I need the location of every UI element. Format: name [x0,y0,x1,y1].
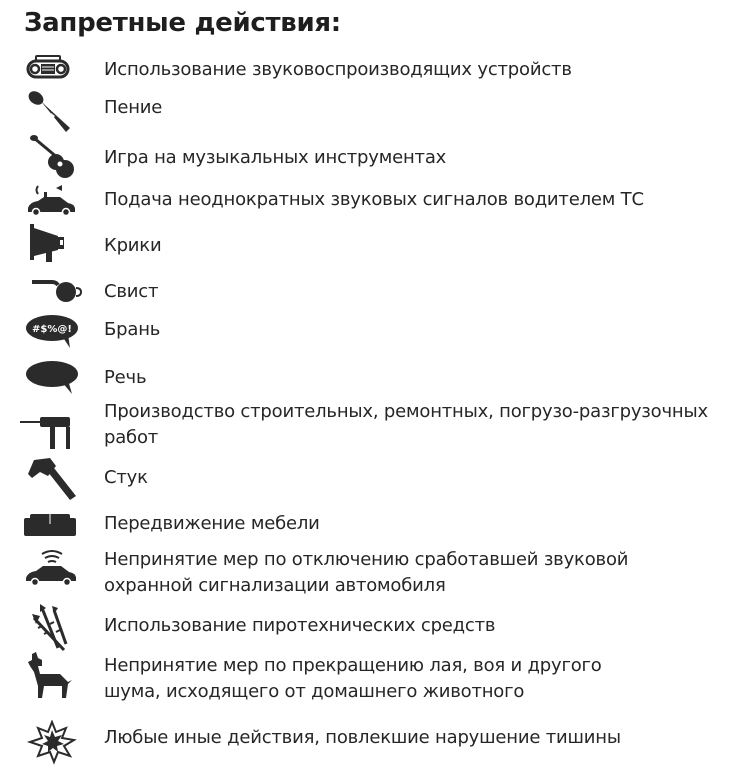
item-label: Стук [104,467,148,488]
guitar-icon [20,132,84,180]
hammer-icon [20,456,84,504]
drill-icon [20,412,84,460]
bubble-text: #$%@! [32,324,72,335]
item-label: Свист [104,281,159,302]
item-label: Подача неоднократных звуковых сигналов водителем ТС [104,189,644,210]
item-label-line-2: работ [104,427,159,448]
item-label: Использование звуковоспроизводящих устройств [104,59,572,80]
item-label: Передвижение мебели [104,513,320,534]
item-label-line-1: Производство строительных, ремонтных, погрузо-разгрузочных [104,401,708,422]
item-label-line-1: Непринятие мер по отключению сработавшей звуковой [104,549,629,570]
page-title: Запретные действия: [24,8,341,38]
car-horn-icon [20,178,84,226]
item-label: Речь [104,367,147,388]
item-label-line-2: шума, исходящего от домашнего животного [104,681,525,702]
microphone-icon [20,88,84,136]
item-label: Использование пиротехнических средств [104,615,496,636]
speech-bubble-icon [20,358,84,406]
fireworks-icon [20,604,84,652]
item-label: Крики [104,235,162,256]
item-label-line-2: охранной сигнализации автомобиля [104,575,446,596]
item-label: Игра на музыкальных инструментах [104,147,447,168]
burst-star-icon [20,720,84,768]
dog-icon [20,652,84,700]
swearing-bubble-icon [20,310,84,358]
item-label-line-1: Непринятие мер по прекращению лая, воя и другого [104,655,602,676]
car-alarm-icon [20,546,84,594]
megaphone-icon [20,222,84,270]
item-label: Пение [104,97,163,118]
boombox-icon [20,46,84,94]
item-label: Брань [104,319,161,340]
item-label: Любые иные действия, повлекшие нарушение тишины [104,727,621,748]
